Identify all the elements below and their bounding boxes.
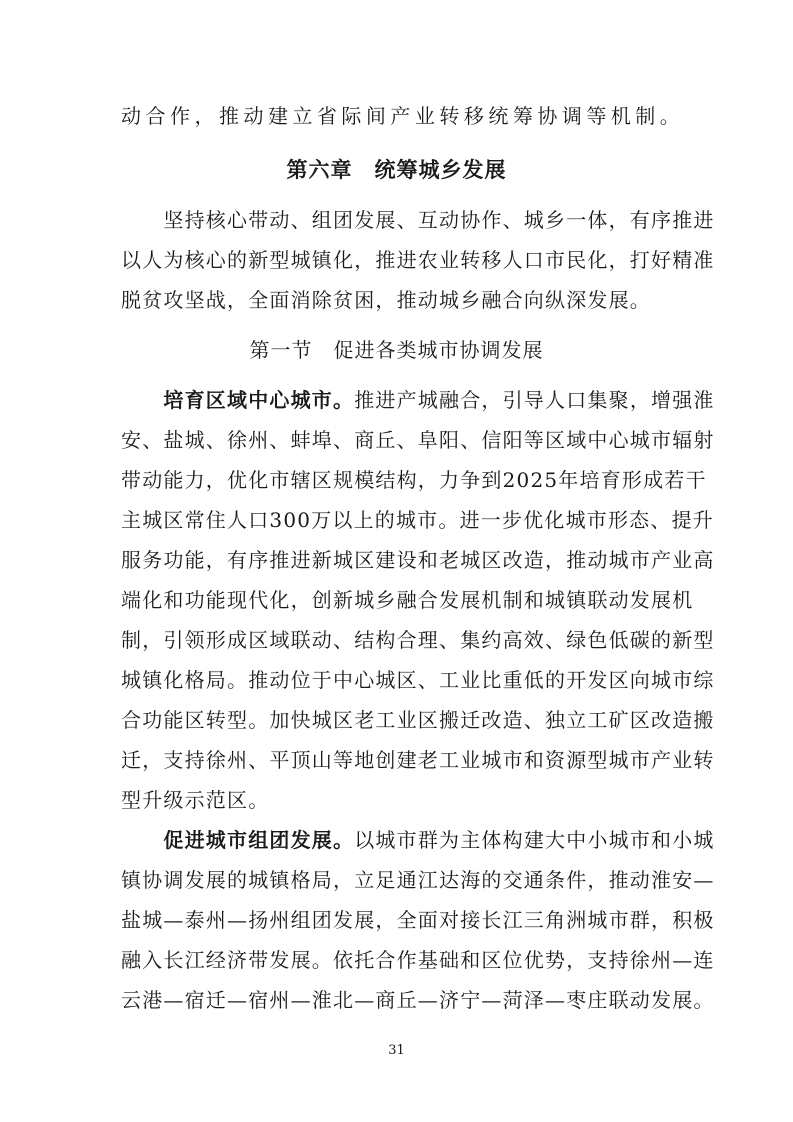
- body-text-line: 主城区常住人口300万以上的城市。进一步优化城市形态、提升: [121, 508, 714, 532]
- body-text-line: 服务功能，有序推进新城区建设和老城区改造，推动城市产业高: [121, 548, 715, 572]
- body-text-line: 带动能力，优化市辖区规模结构，力争到2025年培育形成若干: [121, 468, 707, 492]
- body-text-line: 城镇化格局。推动位于中心城区、工业比重低的开发区向城市综: [121, 668, 715, 692]
- paragraph-text: 以城市群为主体构建大中小城市和小城: [354, 828, 715, 852]
- body-text-line: 合功能区转型。加快城区老工业区搬迁改造、独立工矿区改造搬: [121, 708, 715, 732]
- paragraph-first-line: [121, 388, 715, 412]
- paragraph-text: 推进产城融合，引导人口集聚，增强淮: [354, 388, 715, 412]
- body-text-line: 镇协调发展的城镇格局，立足通江达海的交通条件，推动淮安—: [121, 868, 715, 892]
- chapter-title: 第六章 统筹城乡发展: [286, 158, 507, 182]
- body-text-line: 迁，支持徐州、平顶山等地创建老工业城市和资源型城市产业转: [121, 748, 715, 772]
- body-text-line: 安、盐城、徐州、蚌埠、商丘、阜阳、信阳等区域中心城市辐射: [121, 428, 715, 452]
- body-text-line: 脱贫攻坚战，全面消除贫困，推动城乡融合向纵深发展。: [121, 288, 651, 312]
- section-title: 第一节 促进各类城市协调发展: [249, 338, 544, 362]
- paragraph-first-line: [121, 828, 715, 852]
- body-text-line: 动合作，推动建立省际间产业转移统筹协调等机制。: [121, 104, 681, 128]
- body-text-line: 以人为核心的新型城镇化，推进农业转移人口市民化，打好精准: [121, 248, 715, 272]
- body-text-line: 盐城—泰州—扬州组团发展，全面对接长江三角洲城市群，积极: [121, 908, 715, 932]
- body-text-line: 云港—宿迁—宿州—淮北—商丘—济宁—菏泽—枣庄联动发展。: [121, 988, 715, 1012]
- body-text-line: 制，引领形成区域联动、结构合理、集约高效、绿色低碳的新型: [121, 628, 715, 652]
- body-text-line: 端化和功能现代化，创新城乡融合发展机制和城镇联动发展机: [121, 588, 694, 612]
- body-text-line: 型升级示范区。: [121, 788, 270, 812]
- body-text-line: 坚持核心带动、组团发展、互动协作、城乡一体，有序推进: [121, 208, 715, 232]
- paragraph-heading: 促进城市组团发展。: [163, 828, 355, 852]
- paragraph-heading: 培育区域中心城市。: [163, 388, 355, 412]
- page-number: 31: [388, 1043, 405, 1058]
- body-text-line: 融入长江经济带发展。依托合作基础和区位优势，支持徐州—连: [121, 948, 715, 972]
